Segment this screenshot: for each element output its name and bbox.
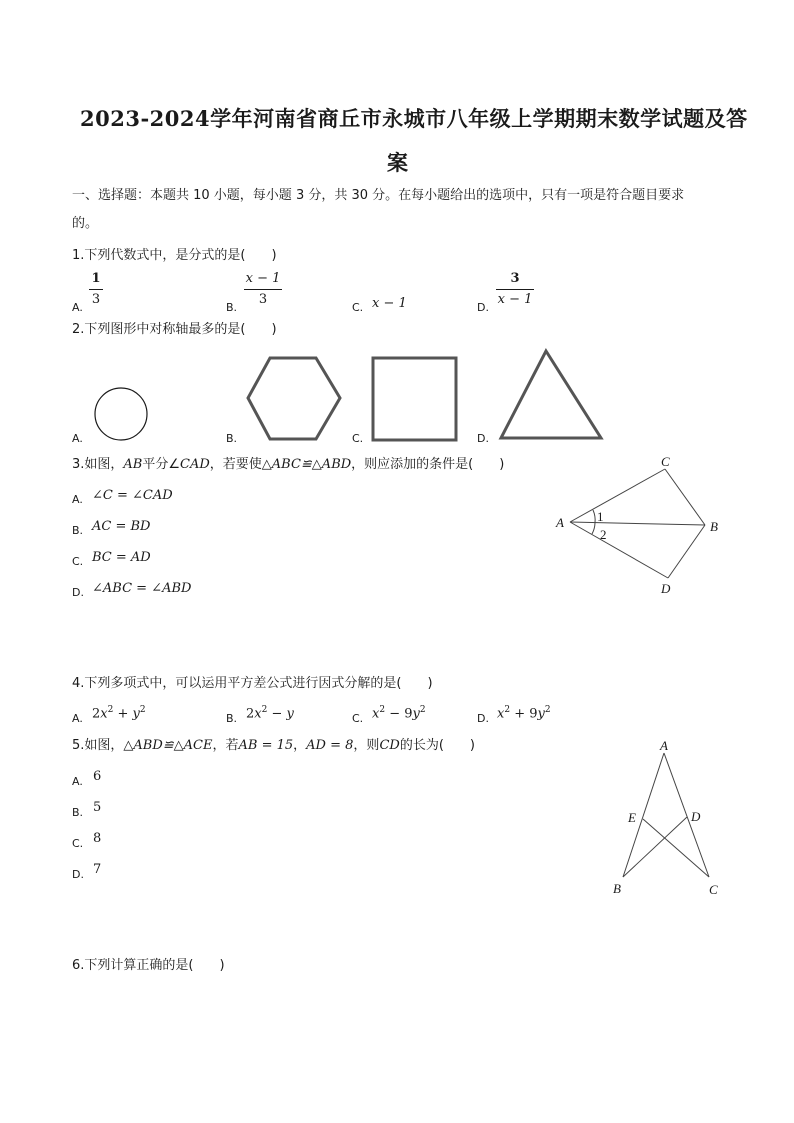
q3-option-d: ∠ABC = ∠ABD bbox=[92, 581, 192, 596]
q5-option-b: 5 bbox=[93, 800, 102, 815]
q2-option-c-label[interactable]: C. bbox=[352, 432, 364, 445]
q5-stem-math: CD bbox=[379, 738, 400, 753]
q3-stem-part: 平分∠ bbox=[142, 457, 181, 472]
segment-ab bbox=[570, 522, 705, 525]
q5-stem-part: ，则 bbox=[353, 738, 380, 753]
q5-option-d: 7 bbox=[93, 862, 102, 877]
q4-option-d-label[interactable]: D. bbox=[477, 712, 489, 725]
q2-stem: 2.下列图形中对称轴最多的是( ) bbox=[72, 322, 277, 337]
q5-figure bbox=[605, 735, 735, 905]
point-c-label: C bbox=[661, 454, 670, 469]
q3-stem-math: AB bbox=[123, 457, 143, 472]
page-title: 2023-2024学年河南省商丘市永城市八年级上学期期末数学试题及答 bbox=[80, 106, 748, 131]
q1-option-b-label[interactable]: B. bbox=[226, 301, 238, 314]
q3-stem-part: ，若要使△ bbox=[209, 457, 272, 472]
q3-stem-math: CAD bbox=[180, 457, 210, 472]
page-title-continued: 案 bbox=[387, 150, 409, 175]
q2-option-b-label[interactable]: B. bbox=[226, 432, 238, 445]
q5-option-b-label[interactable]: B. bbox=[72, 806, 84, 819]
q1-b-denominator: 3 bbox=[258, 292, 268, 307]
point-d-label: D bbox=[691, 809, 701, 824]
q5-stem-math: ABD≌△ACE bbox=[133, 738, 213, 753]
q4-option-d: $x^2 + 9y^2$ bbox=[497, 705, 551, 722]
q1-option-b-fraction bbox=[244, 270, 282, 309]
q5-option-a-label[interactable]: A. bbox=[72, 775, 83, 788]
q5-stem-part: 5.如图，△ bbox=[72, 738, 134, 753]
segment-ac bbox=[664, 753, 709, 877]
q6-stem: 6.下列计算正确的是( ) bbox=[72, 958, 225, 973]
section-intro-end: 的。 bbox=[72, 216, 99, 231]
q5-stem-part: ， bbox=[293, 738, 307, 753]
angle-2-label: 2 bbox=[600, 527, 607, 542]
fraction-bar bbox=[496, 289, 534, 290]
angle-2-arc bbox=[592, 523, 595, 534]
q5-option-c-label[interactable]: C. bbox=[72, 837, 84, 850]
q3-option-a: ∠C = ∠CAD bbox=[92, 488, 173, 503]
q5-stem bbox=[72, 736, 475, 756]
q3-option-d-label[interactable]: D. bbox=[72, 586, 84, 599]
q1-option-d-label[interactable]: D. bbox=[477, 301, 489, 314]
segment-cb bbox=[665, 469, 705, 525]
q2-option-d-label[interactable]: D. bbox=[477, 432, 489, 445]
q3-stem bbox=[72, 455, 504, 475]
triangle-icon bbox=[497, 347, 605, 443]
q3-option-b: AC = BD bbox=[92, 519, 151, 534]
q5-stem-math: AD = 8 bbox=[306, 738, 354, 753]
segment-ac bbox=[570, 469, 665, 522]
point-a-label: A bbox=[660, 738, 668, 753]
q1-a-denominator: 3 bbox=[91, 292, 101, 307]
q3-option-c-label[interactable]: C. bbox=[72, 555, 84, 568]
square-icon bbox=[369, 354, 461, 442]
q4-option-b: $2x^2 - y$ bbox=[246, 705, 294, 722]
point-e-label: E bbox=[628, 810, 636, 825]
q1-b-numerator: x − 1 bbox=[245, 271, 281, 286]
q1-option-c-label[interactable]: C. bbox=[352, 301, 364, 314]
q3-stem-part: ，则应添加的条件是( ) bbox=[351, 457, 505, 472]
q2-option-a-label[interactable]: A. bbox=[72, 432, 83, 445]
q1-option-a-fraction bbox=[89, 270, 103, 309]
q3-stem-part: 3.如图， bbox=[72, 457, 124, 472]
q3-option-a-label[interactable]: A. bbox=[72, 493, 83, 506]
q5-option-a: 6 bbox=[93, 769, 102, 784]
q1-option-c-expression: x − 1 bbox=[372, 296, 407, 311]
q3-figure bbox=[545, 452, 735, 602]
q3-stem-math: ABC≌△ABD bbox=[271, 457, 352, 472]
q1-a-numerator: 1 bbox=[91, 271, 101, 286]
q4-option-c-label[interactable]: C. bbox=[352, 712, 364, 725]
q5-option-c: 8 bbox=[93, 831, 102, 846]
point-b-label: B bbox=[613, 881, 621, 896]
section-intro: 一、选择题：本题共 10 小题，每小题 3 分，共 30 分。在每小题给出的选项中，只有一项是符合题目要求 bbox=[72, 188, 685, 203]
fraction-bar bbox=[89, 289, 103, 290]
q4-option-a: $2x^2 + y^2$ bbox=[92, 705, 146, 722]
q5-stem-math: AB = 15 bbox=[238, 738, 294, 753]
q5-stem-part: ，若 bbox=[212, 738, 239, 753]
point-d-label: D bbox=[661, 581, 671, 596]
segment-db bbox=[668, 525, 705, 578]
point-a-label: A bbox=[556, 515, 564, 530]
fraction-bar bbox=[244, 289, 282, 290]
point-b-label: B bbox=[710, 519, 718, 534]
q3-option-c: BC = AD bbox=[92, 550, 151, 565]
circle-icon bbox=[90, 385, 152, 445]
q5-option-d-label[interactable]: D. bbox=[72, 868, 84, 881]
point-c-label: C bbox=[709, 882, 718, 897]
hexagon-icon bbox=[244, 354, 344, 444]
angle-1-label: 1 bbox=[597, 509, 604, 524]
q1-option-d-fraction bbox=[496, 270, 534, 309]
q5-stem-part: 的长为( ) bbox=[399, 738, 475, 753]
segment-ad bbox=[570, 522, 668, 578]
q4-stem: 4.下列多项式中，可以运用平方差公式进行因式分解的是( ) bbox=[72, 676, 433, 691]
q1-stem: 1.下列代数式中，是分式的是( ) bbox=[72, 248, 277, 263]
q1-d-numerator: 3 bbox=[510, 271, 520, 286]
q4-option-b-label[interactable]: B. bbox=[226, 712, 238, 725]
q1-d-denominator: x − 1 bbox=[497, 292, 533, 307]
angle-1-arc bbox=[593, 510, 595, 523]
q4-option-c: $x^2 - 9y^2$ bbox=[372, 705, 426, 722]
q1-option-a-label[interactable]: A. bbox=[72, 301, 83, 314]
q3-option-b-label[interactable]: B. bbox=[72, 524, 84, 537]
q4-option-a-label[interactable]: A. bbox=[72, 712, 83, 725]
